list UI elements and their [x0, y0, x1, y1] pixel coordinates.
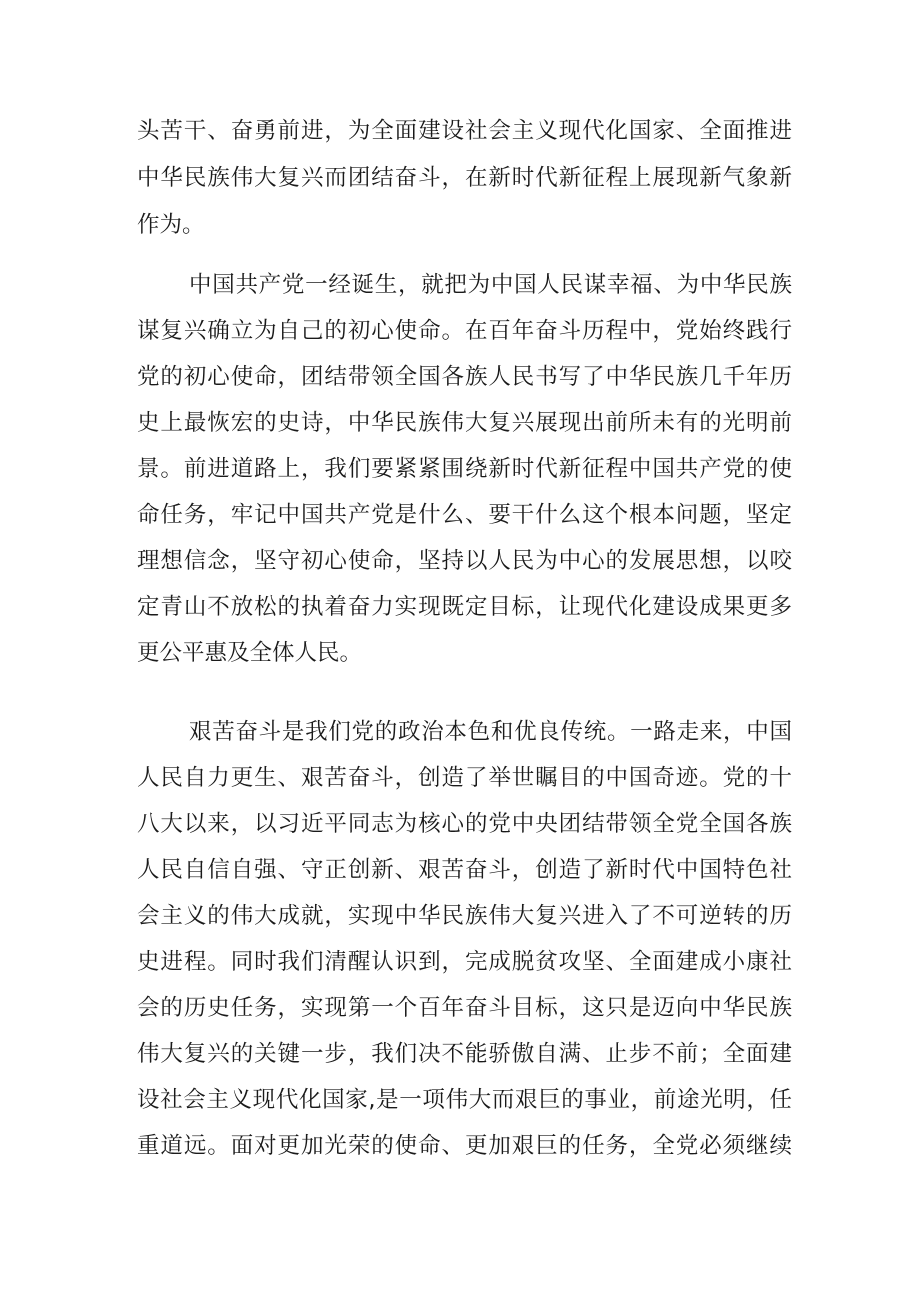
paragraph-line: 谋复兴确立为自己的初心使命。在百年奋斗历程中，党始终践行 — [137, 318, 792, 344]
paragraph-line: 史上最恢宏的史诗，中华民族伟大复兴展现出前所未有的光明前 — [137, 410, 792, 436]
paragraph-line: 党的初心使命，团结带领全国各族人民书写了中华民族几千年历 — [137, 364, 792, 390]
paragraph-line: 八大以来，以习近平同志为核心的党中央团结带领全党全国各族 — [137, 811, 792, 837]
paragraph-line: 中国共产党一经诞生，就把为中国人民谋幸福、为中华民族 — [189, 272, 792, 298]
paragraph-line: 景。前进道路上，我们要紧紧围绕新时代新征程中国共产党的使 — [137, 456, 792, 482]
paragraph-line: 定青山不放松的执着奋力实现既定目标，让现代化建设成果更多 — [137, 594, 792, 620]
paragraph-line: 会主义的伟大成就，实现中华民族伟大复兴进入了不可逆转的历 — [137, 903, 792, 929]
paragraph-line: 会的历史任务，实现第一个百年奋斗目标，这只是迈向中华民族 — [137, 995, 792, 1021]
paragraph-line: 头苦干、奋勇前进，为全面建设社会主义现代化国家、全面推进 — [137, 118, 792, 144]
paragraph-line: 史进程。同时我们清醒认识到，完成脱贫攻坚、全面建成小康社 — [137, 949, 792, 975]
paragraph-line: 人民自信自强、守正创新、艰苦奋斗，创造了新时代中国特色社 — [137, 857, 792, 883]
paragraph-line: 伟大复兴的关键一步，我们决不能骄傲自满、止步不前；全面建 — [137, 1041, 792, 1067]
paragraph-line: 更公平惠及全体人民。 — [137, 640, 363, 666]
paragraph-line: 理想信念，坚守初心使命，坚持以人民为中心的发展思想，以咬 — [137, 548, 792, 574]
paragraph-line: 重道远。面对更加光荣的使命、更加艰巨的任务，全党必须继续 — [137, 1133, 792, 1159]
paragraph-line: 作为。 — [137, 212, 205, 238]
paragraph-line: 命任务，牢记中国共产党是什么、要干什么这个根本问题，坚定 — [137, 502, 792, 528]
paragraph-line: 设社会主义现代化国家,是一项伟大而艰巨的事业，前途光明，任 — [137, 1087, 792, 1113]
paragraph-line: 人民自力更生、艰苦奋斗，创造了举世瞩目的中国奇迹。党的十 — [137, 765, 792, 791]
paragraph-line: 艰苦奋斗是我们党的政治本色和优良传统。一路走来，中国 — [189, 719, 792, 745]
paragraph-line: 中华民族伟大复兴而团结奋斗，在新时代新征程上展现新气象新 — [137, 165, 792, 191]
